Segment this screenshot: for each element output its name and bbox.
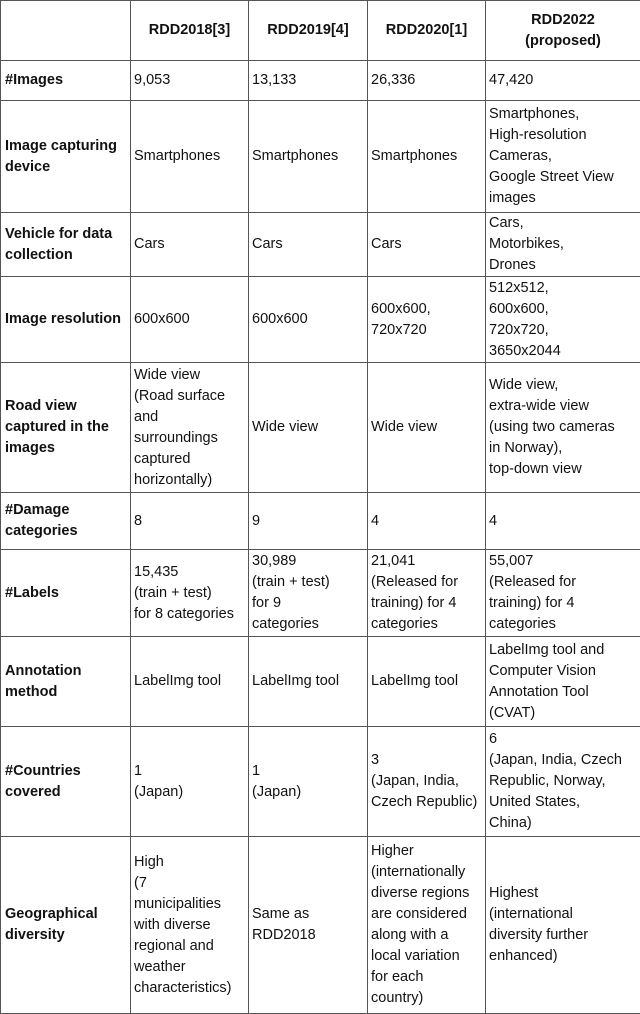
header-empty (1, 1, 131, 61)
table-cell: LabelImg tool (249, 637, 368, 727)
header-row (1, 1, 640, 61)
table-cell: High (7 municipalities with diverse regional and weather characteristics) (131, 837, 249, 1014)
row-label: Geographical diversity (1, 837, 131, 1014)
table-cell: LabelImg tool (368, 637, 486, 727)
table-cell: 600x600 (131, 277, 249, 363)
table-cell: Cars, Motorbikes, Drones (486, 213, 640, 277)
table-cell: 47,420 (486, 61, 640, 101)
row-label: Road view captured in the images (1, 363, 131, 493)
table-cell: 1 (Japan) (249, 727, 368, 837)
table-cell: 55,007 (Released for training) for 4 categories (486, 550, 640, 637)
table-cell: 26,336 (368, 61, 486, 101)
table-cell: Cars (368, 213, 486, 277)
table-row-image-capturing-device (1, 101, 640, 213)
table-row-labels (1, 550, 640, 637)
table-cell: 4 (486, 493, 640, 550)
row-label: #Countries covered (1, 727, 131, 837)
table-cell: Wide view (Road surface and surroundings captured horizontally) (131, 363, 249, 493)
table-cell: Highest (international diversity further enhanced) (486, 837, 640, 1014)
table-cell: Wide view (249, 363, 368, 493)
row-label: Image resolution (1, 277, 131, 363)
table-row-countries (1, 727, 640, 837)
table-cell: Smartphones (249, 101, 368, 213)
table-cell: Smartphones, High-resolution Cameras, Google Street View images (486, 101, 640, 213)
table-cell: 6 (Japan, India, Czech Republic, Norway, United States, China) (486, 727, 640, 837)
table-row-road-view (1, 363, 640, 493)
table-row-damage-categories (1, 493, 640, 550)
header-rdd2019: RDD2019[4] (249, 1, 368, 61)
table-cell: Higher (internationally diverse regions are considered along with a local variation for each country) (368, 837, 486, 1014)
header-rdd2020: RDD2020[1] (368, 1, 486, 61)
header-rdd2018: RDD2018[3] (131, 1, 249, 61)
table-cell: 30,989 (train + test) for 9 categories (249, 550, 368, 637)
table-cell: Smartphones (368, 101, 486, 213)
table-cell: 9,053 (131, 61, 249, 101)
table-row-annotation-method (1, 637, 640, 727)
row-label: #Images (1, 61, 131, 101)
row-label: #Damage categories (1, 493, 131, 550)
table-cell: 512x512, 600x600, 720x720, 3650x2044 (486, 277, 640, 363)
table-row-geographical-diversity (1, 837, 640, 1014)
table-cell: Wide view, extra-wide view (using two cameras in Norway), top-down view (486, 363, 640, 493)
table-cell: Wide view (368, 363, 486, 493)
table-cell: 21,041 (Released for training) for 4 categories (368, 550, 486, 637)
table-cell: LabelImg tool (131, 637, 249, 727)
table-cell: 600x600, 720x720 (368, 277, 486, 363)
table-cell: Cars (131, 213, 249, 277)
table-cell: Same as RDD2018 (249, 837, 368, 1014)
table-cell: 3 (Japan, India, Czech Republic) (368, 727, 486, 837)
row-label: Image capturing device (1, 101, 131, 213)
table-cell: 1 (Japan) (131, 727, 249, 837)
table-cell: Cars (249, 213, 368, 277)
table-cell: 4 (368, 493, 486, 550)
header-rdd2022: RDD2022 (proposed) (486, 1, 640, 61)
row-label: Vehicle for data collection (1, 213, 131, 277)
table-row-image-resolution (1, 277, 640, 363)
table-cell: 8 (131, 493, 249, 550)
table-cell: 600x600 (249, 277, 368, 363)
table-cell: 15,435 (train + test) for 8 categories (131, 550, 249, 637)
table-row-images (1, 61, 640, 101)
table-row-vehicle (1, 213, 640, 277)
table-cell: LabelImg tool and Computer Vision Annotation Tool (CVAT) (486, 637, 640, 727)
table-cell: 9 (249, 493, 368, 550)
table-cell: 13,133 (249, 61, 368, 101)
row-label: Annotation method (1, 637, 131, 727)
row-label: #Labels (1, 550, 131, 637)
table-cell: Smartphones (131, 101, 249, 213)
